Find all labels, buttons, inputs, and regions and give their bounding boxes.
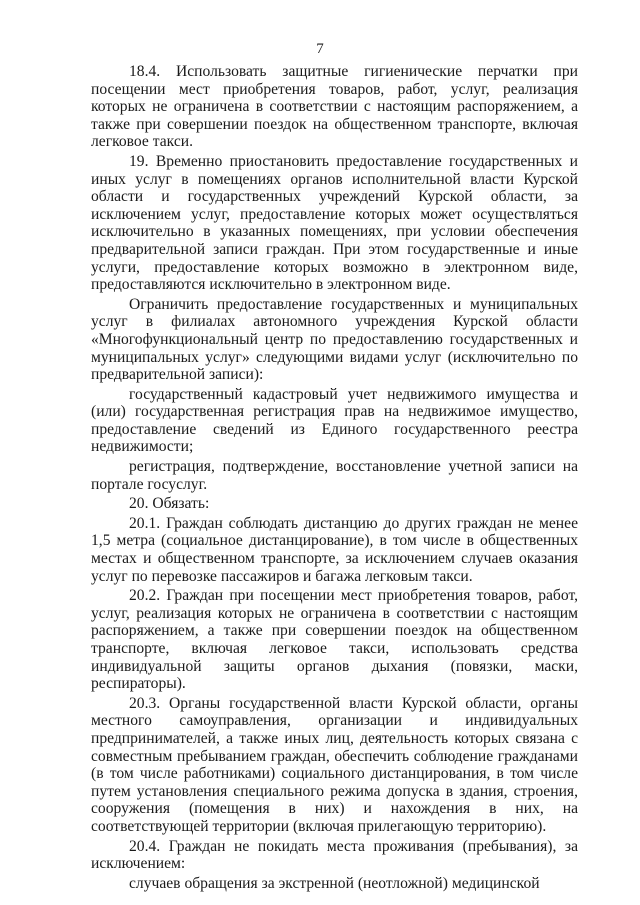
paragraph-20-3: 20.3. Органы государственной власти Курской области, органы местного самоуправления, организации и индивидуальных предпринимателей, а также иных лиц, деятельность которых связана с совместным пребыванием граждан, обеспечить соблюдение гражданами (в том числе работниками) социального дистанцирования, в том числе путем установления специального режима допуска в здания, строения, сооружения (помещения в них) и нахождения в них, на соответствующей территории (включая прилегающую территорию). — [91, 694, 578, 835]
page-number: 7 — [316, 41, 324, 57]
paragraph-mfc-limit: Ограничить предоставление государственных и муниципальных услуг в филиалах автономного учреждения Курской области «Многофункциональный центр по предоставлению государственных и муниципальных услуг» следующими видами услуг (исключительно по предварительной записи): — [91, 295, 578, 384]
paragraph-20-2: 20.2. Граждан при посещении мест приобретения товаров, работ, услуг, реализация которых не ограничена в соответствии с настоящим распоряжением, а также при совершении поездок на общественном транспорте, включая легковое такси, использовать средства индивидуальной защиты органов дыхания (повязки, маски, респираторы). — [91, 587, 578, 693]
document-body — [91, 63, 578, 892]
paragraph-20: 20. Обязать: — [129, 495, 210, 513]
paragraph-medical: случаев обращения за экстренной (неотложной) медицинской — [129, 874, 540, 892]
paragraph-19: 19. Временно приостановить предоставление государственных и иных услуг в помещениях органов исполнительной власти Курской области и государственных учреждений Курской области, за исключением услуг, предоставление которых может осуществляться исключительно в указанных помещениях, при условии обеспечения предварительной записи граждан. При этом государственные и иные услуги, предоставление которых возможно в электронном виде, предоставляются исключительно в электронном виде. — [91, 152, 578, 294]
paragraph-gosuslugi: регистрация, подтверждение, восстановление учетной записи на портале госуслуг. — [91, 458, 578, 493]
paragraph-20-1: 20.1. Граждан соблюдать дистанцию до других граждан не менее 1,5 метра (социальное дистанцирование), в том числе в общественных местах и общественном транспорте, за исключением случаев оказания услуг по перевозке пассажиров и багажа легковым такси. — [91, 514, 578, 585]
paragraph-cadastral: государственный кадастровый учет недвижимого имущества и (или) государственная регистрация прав на недвижимое имущество, предоставление сведений из Единого государственного реестра недвижимости; — [91, 385, 578, 456]
paragraph-20-4: 20.4. Граждан не покидать места проживания (пребывания), за исключением: — [91, 837, 578, 873]
paragraph-18-4: 18.4. Использовать защитные гигиенические перчатки при посещении мест приобретения товаров, работ, услуг, реализация которых не ограничена в соответствии с настоящим распоряжением, а также при совершении поездок на общественном транспорте, включая легковое такси. — [91, 63, 578, 151]
